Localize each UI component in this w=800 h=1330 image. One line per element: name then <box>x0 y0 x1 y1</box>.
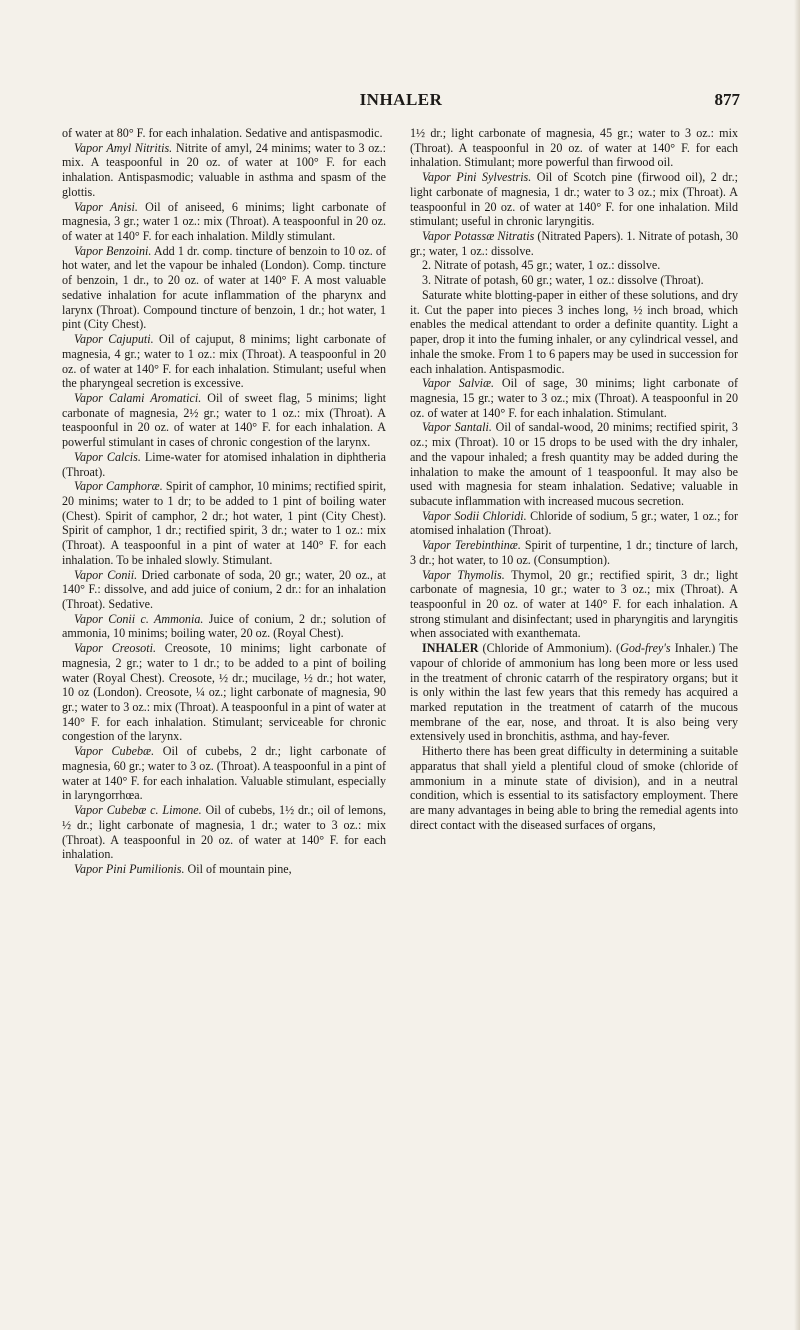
entry-name: Vapor Creosoti. <box>74 641 156 656</box>
entry-name: Vapor Potassæ Nitratis <box>422 229 535 244</box>
entry-name: Vapor Salviæ. <box>422 376 495 391</box>
entry-text: of water at 80° F. for each inhalation. Sedative and antispasmodic. <box>62 126 383 140</box>
entry-text: Thymol, 20 gr.; rectified spirit, 3 dr.; light carbonate of magnesia, 10 gr.; water to 3 oz.; mix (Throat). A teaspoonful in 20 oz. of water at 140° F. for each inhalation. A strong stimulant and disinfectant; used in pharyngitis and laryngitis when associated with exanthemata. <box>410 567 738 641</box>
paragraph <box>410 568 738 642</box>
paragraph <box>62 744 386 803</box>
right-column <box>410 126 738 833</box>
entry-name: Vapor Benzoini. <box>74 243 152 258</box>
paragraph <box>62 332 386 391</box>
paragraph <box>410 538 738 567</box>
entry-name: Vapor Thymolis. <box>422 567 505 582</box>
entry-name: Vapor Amyl Nitritis. <box>74 140 173 155</box>
running-title: INHALER <box>359 90 443 109</box>
entry-text: 1½ dr.; light carbonate of magnesia, 45 gr.; water to 3 oz.: mix (Throat). A teaspoonful in 20 oz. of water at 140° F. for each inhalation. Stimulant; more powerful than firwood oil. <box>410 126 738 170</box>
entry-text: Inhaler.) The vapour of chloride of ammonium has long been more or less used in the treatment of chronic catarrh of the respiratory organs; but it is only within the last few years that this remedy has acquired a marked reputation in the treatment of catarrh of the mucous membrane of the ear, nose, and throat. It is also being very extensively used in bronchitis, asthma, and hay-fever. <box>410 641 738 744</box>
paragraph <box>410 420 738 508</box>
entry-name: Vapor Camphoræ. <box>74 479 163 494</box>
paragraph <box>62 391 386 450</box>
entry-text: Spirit of camphor, 10 minims; rectified spirit, 20 minims; water to 1 dr; to be added to 1 pint of boiling water (Chest). Spirit of camphor, 2 dr.; hot water, 1 pint (City Chest). Spirit of camphor, 1 dr.; rectified spirit, 3 dr.; water to 1 oz.: mix (Throat). A teaspoonful in a pint of water at 140° F. for each inhalation. To be inhaled slowly. Stimulant. <box>62 479 386 567</box>
entry-text: Oil of sweet flag, 5 minims; light carbonate of magnesia, 2½ gr.; water to 1 oz.: mix (Throat). A teaspoonful in 20 oz. of water at 140° F. for each inhalation. A powerful stimulant in cases of chronic congestion of the larynx. <box>62 390 386 450</box>
paragraph <box>410 288 738 376</box>
paragraph <box>62 479 386 567</box>
entry-name: Vapor Pini Sylvestris. <box>422 170 532 185</box>
entry-text: Oil of Scotch pine (firwood oil), 2 dr.; light carbonate of magnesia, 1 dr.; water to 3 oz.; mix (Throat). A teaspoonful in 20 oz. of water at 140° F. for one inhalation. Mild stimulant; useful in chronic laryngitis. <box>410 170 738 229</box>
entry-heading-rest: (Chloride of Ammonium). <box>478 641 612 656</box>
entry-text: Juice of conium, 2 dr.; solution of ammonia, 10 minims; boiling water, 20 oz. (Royal Chest). <box>62 611 386 641</box>
paragraph <box>62 244 386 332</box>
entry-text: 2. Nitrate of potash, 45 gr.; water, 1 oz.: dissolve. <box>422 258 661 273</box>
entry-name: Vapor Cubebæ. <box>74 744 155 759</box>
paragraph <box>62 200 386 244</box>
entry-name: Vapor Santali. <box>422 420 492 435</box>
paragraph <box>410 170 738 229</box>
entry-text: Oil of cubebs, 1½ dr.; oil of lemons, ½ dr.; light carbonate of magnesia, 1 dr.; water to 3 oz.: mix (Throat). A teaspoonful in 20 oz. of water at 140° F. for each inhalation. <box>62 803 386 862</box>
paragraph <box>62 126 386 141</box>
paragraph <box>62 141 386 200</box>
entry-text: Dried carbonate of soda, 20 gr.; water, 20 oz., at 140° F.: dissolve, and add juice of conium, 2 dr.: for an inhalation (Throat). Sedative. <box>62 567 386 611</box>
entry-italic: God-frey's <box>620 641 671 656</box>
paragraph <box>410 273 738 288</box>
entry-text: Creosote, 10 minims; light carbonate of magnesia, 2 gr.; water to 1 dr.; to be added to a pint of boiling water (Royal Chest). Creosote, ½ dr.; mucilage, ½ dr.; hot water, 10 oz (London). Creosote, ¼ oz.; light carbonate of magnesia, 90 gr.; water to 3 oz.: mix (Throat). A teaspoonful in a pint of water at 140° F. for each inhalation. Stimulant; serviceable for chronic congestion of the larynx. <box>62 641 386 744</box>
entry-name: Vapor Conii c. Ammonia. <box>74 611 204 626</box>
entry-text: Oil of sage, 30 minims; light carbonate of magnesia, 15 gr.; water to 3 oz.; mix (Throat). A teaspoonful in 20 oz. of water at 140° F. for each inhalation. Stimulant. <box>410 376 738 420</box>
paragraph <box>62 803 386 862</box>
entry-name: Vapor Conii. <box>74 567 138 582</box>
entry-text: Saturate white blotting-paper in either of these solutions, and dry it. Cut the paper into pieces 3 inches long, ½ inch broad, which enables the medical attendant to order a definite quantity. Light a paper, drop it into the fuming inhaler, or any cylindrical vessel, and inhale the smoke. From 1 to 6 papers may be used in succession for each inhalation. Antispasmodic. <box>410 287 738 376</box>
paragraph <box>410 376 738 420</box>
paragraph <box>62 612 386 641</box>
left-column <box>62 126 386 877</box>
paragraph <box>410 126 738 170</box>
entry-text: Add 1 dr. comp. tincture of benzoin to 10 oz. of hot water, and let the vapour be inhaled (London). Comp. tincture of benzoin, 1 dr., to 20 oz. of water at 140° F. A most valuable sedative inhalation for acute inflammation of the pharynx and larynx (Throat). Compound tincture of benzoin, 1 dr.; hot water, 1 pint (City Chest). <box>62 243 387 332</box>
entry-text: Hitherto there has been great difficulty in determining a suitable apparatus that shall yield a plentiful cloud of smoke (chloride of ammonium in a minute state of division), and in a neutral condition, which is essential to its satisfactory employment. There are many advantages in being able to bring the remedial agents into direct contact with the diseased surfaces of organs, <box>410 744 738 832</box>
entry-text: Oil of mountain pine, <box>184 861 292 876</box>
page-number: 877 <box>714 90 740 109</box>
entry-text: Oil of cubebs, 2 dr.; light carbonate of magnesia, 60 gr.; water to 3 oz. (Throat). A teaspoonful in a pint of water at 140° F. for each inhalation. Valuable stimulant, especially in laryngorrhœa. <box>62 744 386 803</box>
entry-text: Lime-water for atomised inhalation in diphtheria (Throat). <box>62 449 386 479</box>
entry-name: Vapor Calami Aromatici. <box>74 390 202 405</box>
paragraph <box>62 641 386 744</box>
entry-name: Vapor Sodii Chloridi. <box>422 508 527 523</box>
entry-name: Vapor Calcis. <box>74 449 141 464</box>
entry-text: Nitrite of amyl, 24 minims; water to 3 oz.: mix. A teaspoonful in 20 oz. of water at 100° F. for each inhalation. Antispasmodic; valuable in asthma and spasm of the glottis. <box>62 140 386 199</box>
entry-name: Vapor Pini Pumilionis. <box>74 861 185 876</box>
paragraph <box>410 229 738 258</box>
page-edge-shadow <box>794 0 800 1330</box>
entry-text: Oil of aniseed, 6 minims; light carbonate of magnesia, 3 gr.; water 1 oz.: mix (Throat). A teaspoonful in 20 oz. of water at 140° F. for each inhalation. Mildly stimulant. <box>62 199 386 244</box>
entry-text: (Nitrated Papers). 1. Nitrate of potash, 30 gr.; water, 1 oz.: dissolve. <box>410 229 738 258</box>
entry-text: Oil of cajuput, 8 minims; light carbonate of magnesia, 4 gr.; water to 1 oz.: mix (Throat). A teaspoonful in 20 oz. of water at 140° F. for each inhalation. Stimulant; useful when the pharyngeal secretion is excessive. <box>62 332 386 391</box>
entry-text: Spirit of turpentine, 1 dr.; tincture of larch, 3 dr.; hot water, to 10 oz. (Consumption). <box>410 538 738 567</box>
entry-name: Vapor Cubebæ c. Limone. <box>74 803 202 818</box>
entry-text: Chloride of sodium, 5 gr.; water, 1 oz.; for atomised inhalation (Throat). <box>410 508 738 538</box>
entry-name: Vapor Terebinthinæ. <box>422 538 521 553</box>
entry-name: Vapor Anisi. <box>74 199 138 214</box>
entry-name: Vapor Cajuputi. <box>74 332 154 347</box>
paragraph <box>62 450 386 479</box>
paragraph: INHALER (Chloride of Ammonium). (God-frey's Inhaler.) The vapour of chloride of ammonium has long been more or less used in the treatment of chronic catarrh of the respiratory organs; but it is only within the last few years that this remedy has acquired a marked reputation in the treatment of catarrh of the mucous membrane of the ear, nose, and throat. It is also being very extensively used in bronchitis, asthma, and hay-fever. <box>410 641 738 744</box>
entry-text: 3. Nitrate of potash, 60 gr.; water, 1 oz.: dissolve (Throat). <box>422 273 704 288</box>
paragraph <box>62 862 386 877</box>
paragraph <box>410 509 738 538</box>
paragraph <box>410 258 738 273</box>
paragraph <box>62 568 386 612</box>
page-header <box>62 90 740 116</box>
paragraph <box>410 744 738 832</box>
entry-text: Oil of sandal-wood, 20 minims; rectified spirit, 3 oz.; mix (Throat). 10 or 15 drops to be used with the dry inhaler, and the vapour inhaled; a fresh quantity may be added during the inhalation to make the amount of 1 teaspoonful. It may also be used with magnesia for steam inhalation. Sedative; valuable in subacute inflammation with increased mucous secretion. <box>410 420 738 508</box>
entry-heading: INHALER <box>422 641 479 656</box>
